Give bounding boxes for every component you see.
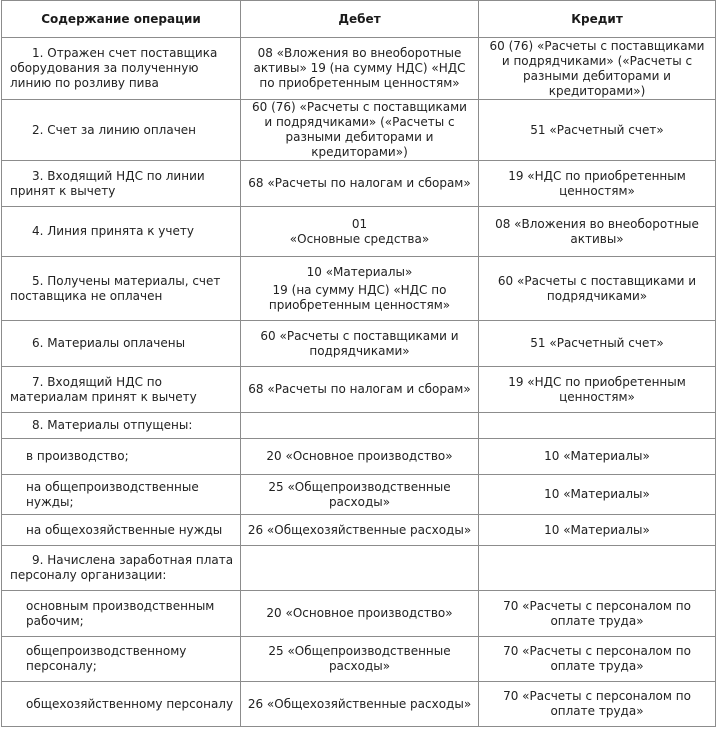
table-row [2, 439, 716, 475]
accounting-entries-table [1, 0, 716, 727]
operation-cell: на общепроизводственные нужды; [2, 475, 241, 515]
debit-cell: 25 «Общепроизводственные расходы» [241, 637, 479, 682]
credit-cell: 60 «Расчеты с поставщиками и подрядчиками» [479, 257, 716, 321]
operation-cell: 1. Отражен счет поставщика оборудования за полученную линию по розливу пива [2, 38, 241, 100]
table-row [2, 413, 716, 439]
credit-cell: 10 «Материалы» [479, 475, 716, 515]
debit-cell [241, 413, 479, 439]
table-row [2, 591, 716, 637]
credit-cell: 70 «Расчеты с персоналом по оплате труда» [479, 682, 716, 727]
table-row [2, 367, 716, 413]
header-debit: Дебет [241, 1, 479, 38]
debit-cell: 26 «Общехозяйственные расходы» [241, 515, 479, 546]
table-row [2, 100, 716, 161]
credit-cell [479, 413, 716, 439]
table-row [2, 257, 716, 321]
credit-cell: 60 (76) «Расчеты с поставщиками и подрядчиками» («Расчеты с разными дебиторами и кредиторами») [479, 38, 716, 100]
table-row [2, 207, 716, 257]
debit-cell: 25 «Общепроизводственные расходы» [241, 475, 479, 515]
debit-cell: 60 (76) «Расчеты с поставщиками и подрядчиками» («Расчеты с разными дебиторами и кредиторами») [241, 100, 479, 161]
operation-cell: на общехозяйственные нужды [2, 515, 241, 546]
operation-cell: общепроизводственному персоналу; [2, 637, 241, 682]
debit-cell: 20 «Основное производство» [241, 439, 479, 475]
credit-cell: 10 «Материалы» [479, 439, 716, 475]
operation-cell: в производство; [2, 439, 241, 475]
operation-cell: 2. Счет за линию оплачен [2, 100, 241, 161]
operation-cell: 8. Материалы отпущены: [2, 413, 241, 439]
credit-cell: 70 «Расчеты с персоналом по оплате труда» [479, 591, 716, 637]
operation-cell: 9. Начислена заработная плата персоналу организации: [2, 546, 241, 591]
table-row [2, 475, 716, 515]
debit-account-primary: 10 «Материалы» [306, 264, 413, 279]
debit-cell [241, 257, 479, 321]
table-header-row [2, 1, 716, 38]
debit-cell [241, 546, 479, 591]
credit-cell: 10 «Материалы» [479, 515, 716, 546]
credit-cell: 51 «Расчетный счет» [479, 321, 716, 367]
header-operation: Содержание операции [2, 1, 241, 38]
debit-cell: 60 «Расчеты с поставщиками и подрядчиками» [241, 321, 479, 367]
debit-cell: 26 «Общехозяйственные расходы» [241, 682, 479, 727]
debit-cell [241, 207, 479, 257]
operation-cell: 4. Линия принята к учету [2, 207, 241, 257]
credit-cell: 08 «Вложения во внеоборотные активы» [479, 207, 716, 257]
operation-cell: 6. Материалы оплачены [2, 321, 241, 367]
debit-account-name: «Основные средства» [289, 231, 430, 246]
debit-cell: 68 «Расчеты по налогам и сборам» [241, 161, 479, 207]
operation-cell: основным производственным рабочим; [2, 591, 241, 637]
table-row [2, 682, 716, 727]
debit-cell: 20 «Основное производство» [241, 591, 479, 637]
credit-cell: 19 «НДС по приобретенным ценностям» [479, 161, 716, 207]
credit-cell: 51 «Расчетный счет» [479, 100, 716, 161]
header-credit: Кредит [479, 1, 716, 38]
table-row [2, 161, 716, 207]
operation-cell: общехозяйственному персоналу [2, 682, 241, 727]
table-row [2, 637, 716, 682]
debit-account-number: 01 [351, 216, 368, 231]
credit-cell [479, 546, 716, 591]
table-row [2, 38, 716, 100]
operation-cell: 3. Входящий НДС по линии принят к вычету [2, 161, 241, 207]
table-row [2, 515, 716, 546]
debit-cell: 08 «Вложения во внеоборотные активы» 19 (на сумму НДС) «НДС по приобретенным ценностям» [241, 38, 479, 100]
table-row [2, 321, 716, 367]
debit-cell: 68 «Расчеты по налогам и сборам» [241, 367, 479, 413]
debit-account-vat: 19 (на сумму НДС) «НДС по приобретенным ценностям» [268, 282, 451, 312]
operation-cell: 7. Входящий НДС по материалам принят к вычету [2, 367, 241, 413]
table-row [2, 546, 716, 591]
credit-cell: 70 «Расчеты с персоналом по оплате труда» [479, 637, 716, 682]
credit-cell: 19 «НДС по приобретенным ценностям» [479, 367, 716, 413]
operation-cell: 5. Получены материалы, счет поставщика не оплачен [2, 257, 241, 321]
